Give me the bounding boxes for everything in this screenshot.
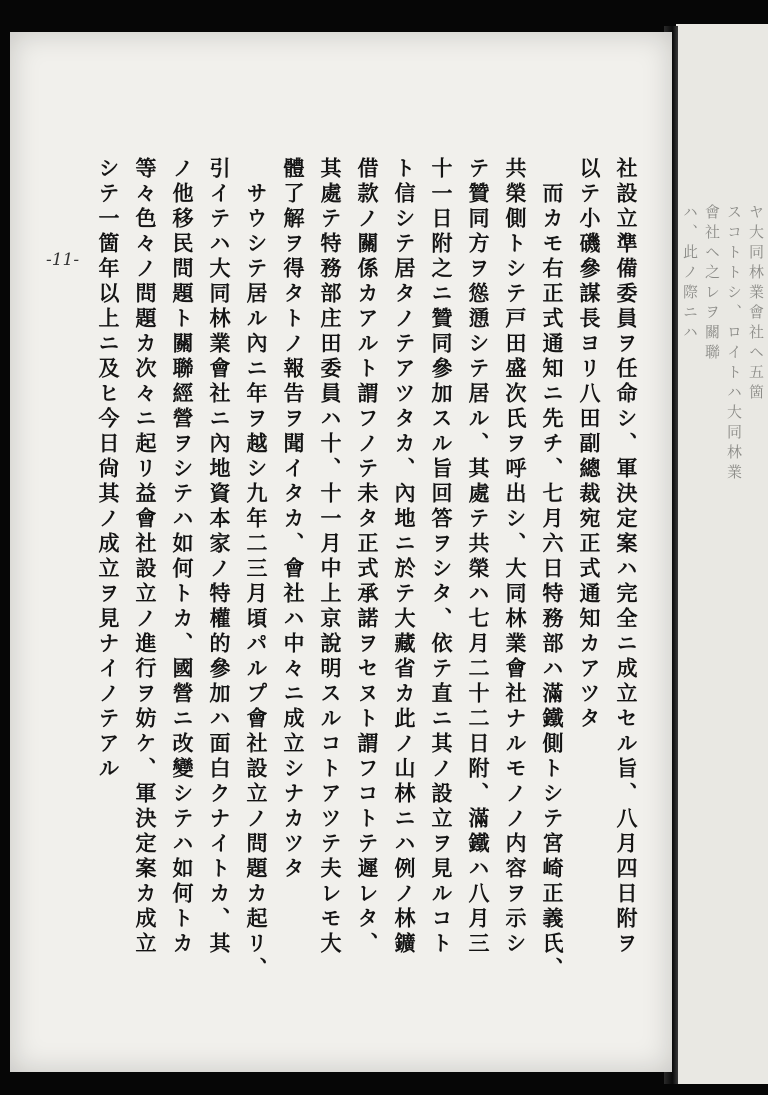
text-column-14: 等々色々ノ問題カ次々ニ起リ益會社設立ノ進行ヲ妨ケ、軍決定案カ成立	[133, 157, 158, 957]
text-column-4: 共榮側トシテ戸田盛次氏ヲ呼出シ、大同林業會社ナルモノノ内容ヲ示シ	[503, 157, 528, 957]
adjacent-page	[676, 24, 768, 1084]
text-column-1: 社設立準備委員ヲ任命シ、軍決定案ハ完全ニ成立セル旨、八月四日附ヲ	[614, 157, 639, 957]
text-column-5: テ贊同方ヲ慫慂シテ居ル、其處テ共榮ハ七月二十二日附、滿鐵ハ八月三	[466, 157, 491, 957]
text-column-9: 其處テ特務部庄田委員ハ十、十一月中上京說明スルコトアツテ夫レモ大	[318, 157, 343, 957]
text-column-6: 十一日附之ニ贊同參加スル旨回答ヲシタ、依テ直ニ其ノ設立ヲ見ルコト	[429, 157, 454, 957]
text-column-11: サウシテ居ル內ニ年ヲ越シ九年二三月頃パルプ會社設立ノ問題カ起リ、	[244, 182, 269, 982]
document-page	[10, 32, 672, 1072]
text-column-8: 借款ノ關係カアルト謂フノテ未タ正式承諾ヲセヌト謂フコトテ遲レタ、	[355, 157, 380, 957]
adjacent-page-text-1: ヤ大同林業會社ヘ五箇	[747, 204, 765, 404]
text-column-15: シテ一箇年以上ニ及ヒ今日尙其ノ成立ヲ見ナイノテアル	[96, 157, 121, 782]
page-number: -11-	[46, 250, 80, 270]
text-column-13: ノ他移民問題ト關聯經營ヲシテハ如何トカ、國營ニ改變シテハ如何トカ	[170, 157, 195, 957]
text-column-10: 體了解ヲ得タトノ報告ヲ聞イタカ、會社ハ中々ニ成立シナカツタ	[281, 157, 306, 882]
adjacent-page-text-2: スコトトシ、ロイトハ大同林業	[725, 204, 743, 484]
text-column-12: 引イテハ大同林業會社ニ內地資本家ノ特權的參加ハ面白クナイトカ、其	[207, 157, 232, 957]
text-column-3: 而カモ右正式通知ニ先チ、七月六日特務部ハ滿鐵側トシテ宮崎正義氏、	[540, 182, 565, 982]
adjacent-page-text-3: 會社ヘ之レヲ關聯	[703, 204, 721, 364]
text-column-2: 以テ小磯參謀長ヨリ八田副總裁宛正式通知カアツタ	[577, 157, 602, 732]
text-column-7: ト信シテ居タノテアツタカ、內地ニ於テ大藏省カ此ノ山林ニハ例ノ林鑛	[392, 157, 417, 957]
adjacent-page-text-4: ハ、此ノ際ニハ	[681, 204, 699, 344]
